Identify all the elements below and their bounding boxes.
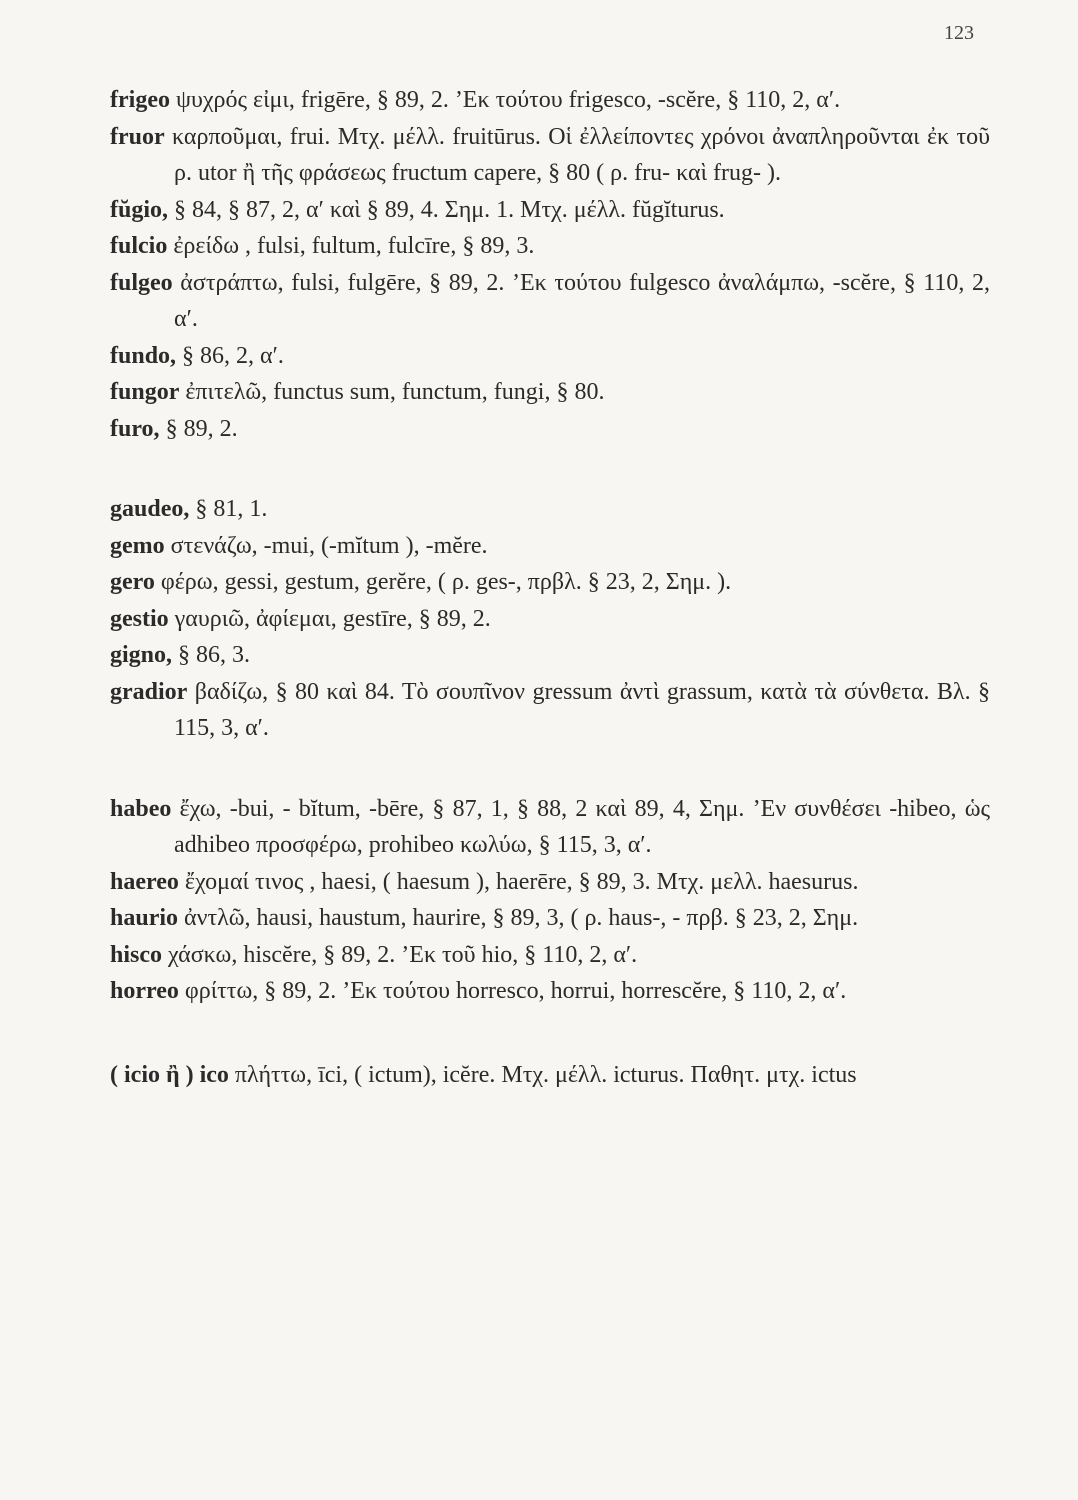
entry-definition: στενάζω, -mui, (-mĭtum ), -mĕre. [164, 532, 488, 559]
headword: haurio [110, 905, 179, 931]
dictionary-entry [110, 864, 990, 901]
headword: gemo [110, 532, 165, 559]
page-number: 123 [944, 22, 974, 44]
entry-definition: ἀντλῶ, hausi, haustum, haurire, § 89, 3, ( ρ. haus-, - πρβ. § 23, 2, Σημ. [178, 905, 859, 931]
headword: habeo [110, 795, 172, 822]
dictionary-entry [110, 338, 990, 375]
headword: fruor [110, 123, 165, 150]
dictionary-entry [110, 900, 990, 937]
headword: gradior [110, 678, 188, 705]
dictionary-entry [110, 265, 990, 338]
entry-definition: § 86, 2, α′. [176, 342, 284, 369]
headword: haereo [110, 868, 179, 895]
entry-definition: § 89, 2. [159, 415, 238, 442]
dictionary-entry [110, 564, 990, 601]
entry-definition: καρποῦμαι, frui. Μτχ. μέλλ. fruitūrus. Οἱ ἐλλείποντες χρόνοι ἀναπληροῦνται ἐκ τοῦ ρ. utor ἢ τῆς φράσεως fructum capere, § 80 ( ρ. fru- καὶ frug- ). [164, 123, 990, 186]
dictionary-entry [110, 192, 990, 229]
entry-definition: γαυριῶ, ἀφίεμαι, gestīre, § 89, 2. [168, 605, 491, 632]
headword: frigeo [110, 87, 170, 113]
entry-definition: § 81, 1. [189, 496, 268, 522]
entry-definition: φέρω, gessi, gestum, gerĕre, ( ρ. ges-, πρβλ. § 23, 2, Σημ. ). [154, 569, 732, 595]
entry-definition: βαδίζω, § 80 καὶ 84. Τὸ σουπῖνον gressum ἀντὶ grassum, κατὰ τὰ σύνθετα. Βλ. § 115, 3, α′. [174, 678, 990, 741]
dictionary-entry [110, 82, 990, 119]
dictionary-entry [110, 674, 990, 747]
headword: furo, [110, 415, 160, 442]
headword: fulgeo [110, 269, 173, 296]
dictionary-entry [110, 1057, 990, 1094]
headword: gero [110, 569, 155, 595]
dictionary-entry [110, 973, 990, 1010]
headword: fulcio [110, 233, 168, 259]
dictionary-entry [110, 791, 990, 864]
dictionary-entry [110, 411, 990, 448]
headword: fungor [110, 379, 180, 405]
entry-definition: φρίττω, § 89, 2. ’Εκ τούτου horresco, horrui, horrescĕre, § 110, 2, α′. [178, 978, 847, 1004]
headword: ( icio ἢ ) ico [110, 1061, 229, 1088]
entry-definition: ἐρείδω , fulsi, fultum, fulcīre, § 89, 3. [167, 233, 535, 259]
dictionary-entry [110, 228, 990, 265]
entry-definition: ἔχομαί τινος , haesi, ( haesum ), haerēre, § 89, 3. Μτχ. μελλ. haesurus. [178, 868, 859, 895]
entry-definition: πλήττω, īci, ( ictum), icĕre. Μτχ. μέλλ. icturus. Παθητ. μτχ. ictus [228, 1061, 857, 1088]
dictionary-entry [110, 491, 990, 528]
headword: gigno, [110, 642, 173, 668]
headword: fundo, [110, 342, 177, 369]
entry-definition: χάσκω, hiscĕre, § 89, 2. ’Εκ τοῦ hio, § 110, 2, α′. [162, 941, 638, 968]
entry-definition: ἔχω, -bui, - bĭtum, -bēre, § 87, 1, § 88, 2 καὶ 89, 4, Σημ. ’Εν συνθέσει -hibeo, ὡς adhibeo προσφέρω, prohibeo κωλύω, § 115, 3, α′. [171, 795, 990, 858]
entry-definition: ἀστράπτω, fulsi, fulgēre, § 89, 2. ’Εκ τούτου fulgesco ἀναλάμπω, -scĕre, § 110, 2, α′. [172, 269, 990, 332]
dictionary-entry [110, 937, 990, 974]
headword: hisco [110, 941, 163, 968]
entry-definition: ἐπιτελῶ, functus sum, functum, fungi, § 80. [179, 379, 605, 405]
entry-definition: § 86, 3. [172, 642, 251, 668]
entry-definition: ψυχρός εἰμι, frigēre, § 89, 2. ’Εκ τούτου frigesco, -scĕre, § 110, 2, α′. [169, 87, 841, 113]
headword: gaudeo, [110, 496, 190, 522]
dictionary-entry [110, 119, 990, 192]
dictionary-entry [110, 374, 990, 411]
headword: fŭgio, [110, 196, 169, 223]
headword: horreo [110, 978, 179, 1004]
entry-definition: § 84, § 87, 2, α′ καὶ § 89, 4. Σημ. 1. Μτχ. μέλλ. fŭgĭturus. [168, 196, 725, 223]
entry-list [110, 82, 990, 1093]
dictionary-entry [110, 528, 990, 565]
dictionary-entry [110, 637, 990, 674]
dictionary-entry [110, 601, 990, 638]
headword: gestio [110, 605, 169, 632]
